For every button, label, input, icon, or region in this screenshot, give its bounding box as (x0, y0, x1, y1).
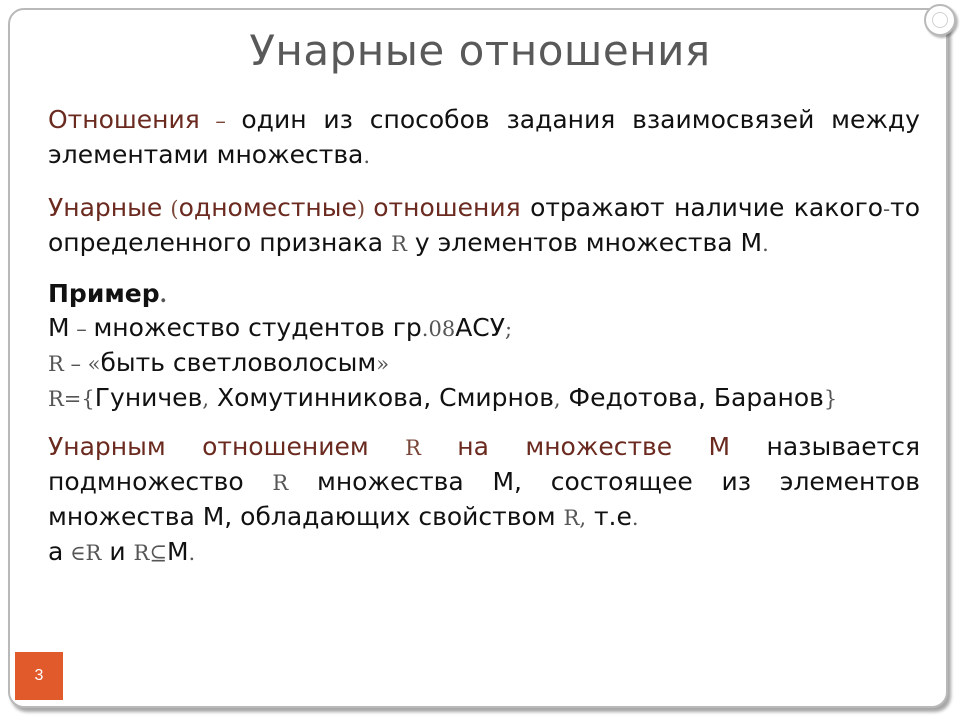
group-number: .08 (421, 317, 456, 341)
symbol-r-quote: R – « (48, 352, 101, 376)
set-description: множество студентов гр (93, 313, 422, 342)
members-2-3: Хомутинникова, Смирнов (209, 383, 554, 412)
period: . (631, 506, 639, 530)
page-number-badge: 3 (15, 652, 63, 700)
dash: – (69, 317, 94, 341)
semicolon: ; (505, 317, 513, 341)
hyphen: - (883, 197, 891, 221)
term-relations: Отношения (48, 105, 200, 134)
formal-text-3: т.е (586, 502, 632, 531)
symbol-r: R (272, 471, 289, 495)
description-text-3: у элементов множества М (406, 228, 763, 257)
r-subset: R⊆ (133, 541, 167, 565)
slide-body (48, 103, 920, 570)
term-on-set-m: на множестве М (420, 432, 731, 461)
example-block (48, 277, 920, 416)
element-a: a (48, 537, 64, 566)
term-single-place: одноместные (178, 193, 357, 222)
conjunction-and: и (101, 537, 134, 566)
dash: – (199, 109, 242, 133)
formal-text-2: множества М, состоящее из элементов множества М, обладающих свойством (48, 467, 920, 531)
description-text-2: то определенного признака (48, 193, 920, 257)
period: . (188, 541, 196, 565)
formal-text-1: называется подмножество (48, 432, 920, 496)
set-m: M (166, 537, 189, 566)
property-text: быть светловолосым (100, 348, 377, 377)
example-heading: Пример (48, 279, 160, 308)
unary-description-paragraph (48, 191, 920, 261)
symbol-r-comma: R, (563, 506, 587, 530)
set-close: } (823, 387, 838, 411)
description-text-1: отражают наличие какого (520, 193, 884, 222)
term-relations-2: отношения (373, 193, 521, 222)
example-line-property (48, 348, 389, 377)
paren-close: ) (356, 197, 374, 221)
term-unary: Унарные (48, 193, 163, 222)
example-line-set (48, 313, 512, 342)
period: . (159, 282, 167, 307)
slide-title: Унарные отношения (249, 26, 711, 75)
element-of-r: ∈R (63, 541, 102, 565)
formal-definition-paragraph (48, 430, 920, 570)
symbol-r-set-open: R={ (48, 387, 95, 411)
paren-open: ( (162, 197, 179, 221)
definition-paragraph (48, 103, 920, 173)
term-unary-relation: Унарным отношением (48, 432, 406, 461)
period: . (762, 232, 769, 256)
period: . (363, 144, 371, 168)
symbol-r: R (391, 232, 407, 256)
members-4-5: Федотова, Баранов (560, 383, 824, 412)
symbol-r: R (405, 436, 421, 460)
definition-text: один из способов задания взаимосвязей между элементами множества (48, 105, 920, 169)
quote-close: » (376, 352, 390, 376)
comma: , (202, 387, 209, 411)
member-1: Гуничев (94, 383, 203, 412)
example-line-members (48, 383, 837, 412)
group-code: АСУ (455, 313, 505, 342)
set-m: М (48, 313, 70, 342)
comma: , (553, 387, 561, 411)
